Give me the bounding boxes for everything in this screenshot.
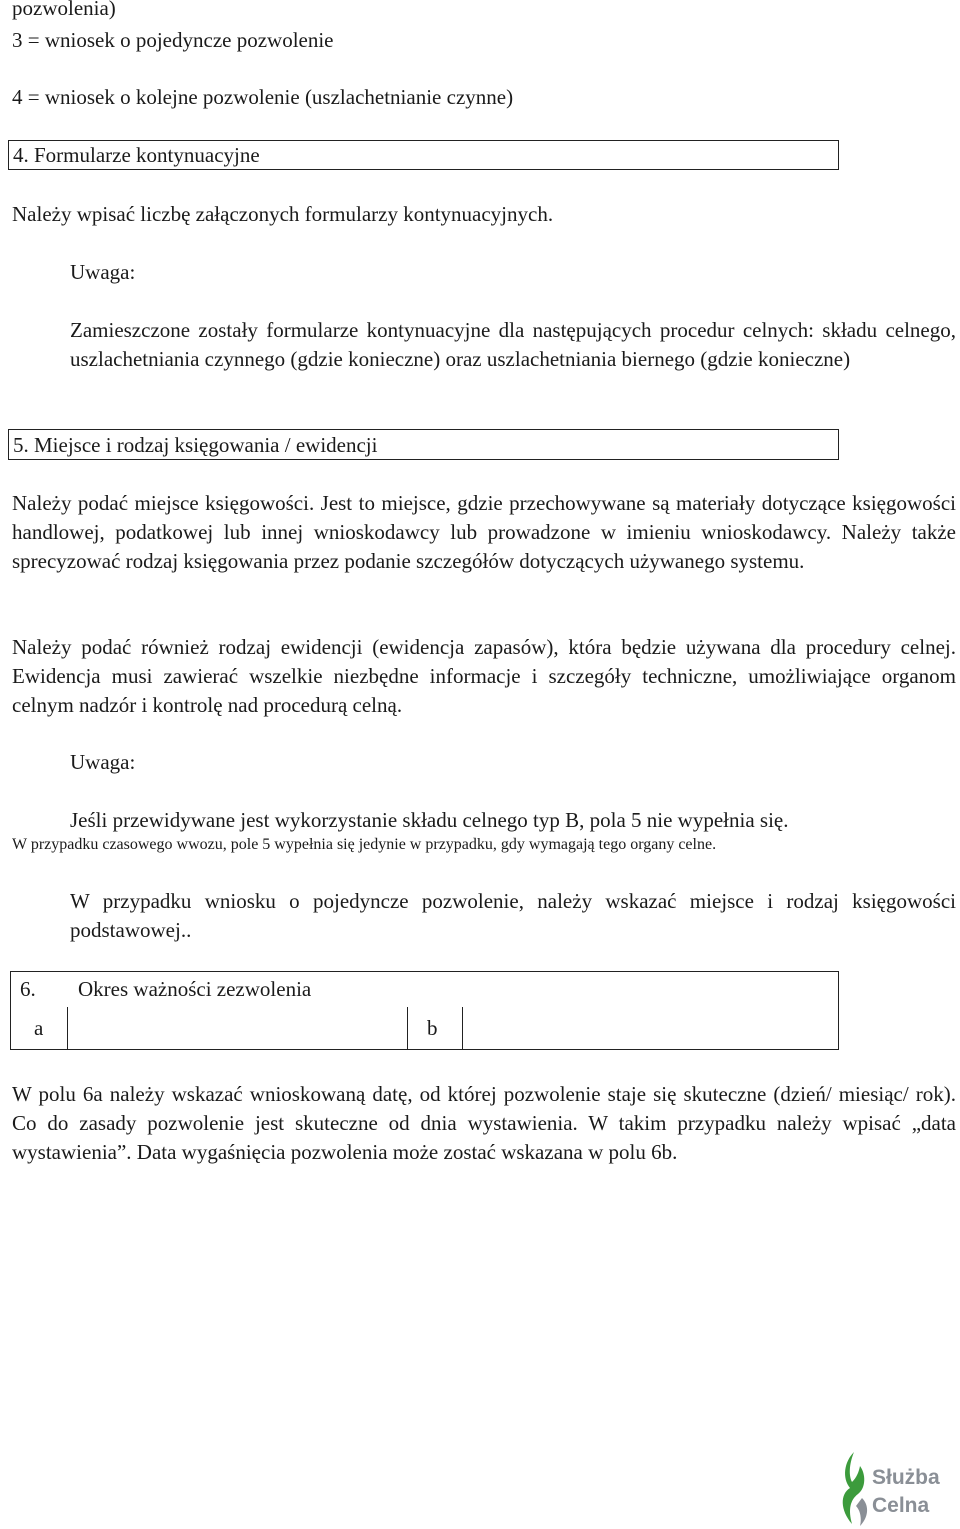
field-6b-value[interactable] xyxy=(463,1008,837,1049)
option-4: 4 = wniosek o kolejne pozwolenie (uszlachetnianie czynne) xyxy=(12,85,514,109)
logo-text-line-2: Celna xyxy=(872,1494,930,1517)
section-4-note-label: Uwaga: xyxy=(70,260,136,284)
section-5-paragraph-1: Należy podać miejsce księgowości. Jest to miejsce, gdzie przechowywane są materiały dotyczące księgowości handlowej, podatkowej lub innej wnioskodawcy lub prowadzone w imieniu wnioskodawcy. Należy także sprecyzować rodzaj księgowania przez podanie szczegółów dotyczących używanego systemu. xyxy=(12,491,956,573)
eagle-emblem-icon xyxy=(836,1448,872,1528)
option-3: 3 = wniosek o pojedyncze pozwolenie xyxy=(12,28,334,52)
logo-text-line-1: Służba xyxy=(872,1466,940,1489)
field-6a-label: a xyxy=(34,1016,44,1040)
section-6-text: W polu 6a należy wskazać wnioskowaną datę, od której pozwolenie staje się skuteczne (dzień/ miesiąc/ rok). Co do zasady pozwolenie jest skuteczne od dnia wystawienia. W takim przypadku należy wpisać „data wystawienia”. Data wygaśnięcia pozwolenia może zostać wskazana w polu 6b. xyxy=(12,1082,956,1164)
field-6b-label: b xyxy=(427,1016,438,1040)
section-5-note-line-2: W przypadku czasowego wwozu, pole 5 wypełnia się jedynie w przypadku, gdy wymagają tego organy celne. xyxy=(12,836,717,853)
section-5-heading-box xyxy=(8,429,839,460)
section-4-heading: 4. Formularze kontynuacyjne xyxy=(13,143,260,167)
section-6-table xyxy=(10,971,839,1050)
section-5-note-label: Uwaga: xyxy=(70,750,136,774)
section-5-paragraph-2: Należy podać również rodzaj ewidencji (ewidencja zapasów), która będzie używana dla procedury celnej. Ewidencja musi zawierać wszelkie niezbędne informacje i szczegóły techniczne, umożliwiające organom celnym nadzór i kontrolę nad procedurą celną. xyxy=(12,635,956,717)
continued-text: pozwolenia) xyxy=(12,0,116,20)
section-4-heading-box xyxy=(8,140,839,170)
sluzba-celna-logo xyxy=(836,1448,956,1528)
section-4-note-text: Zamieszczone zostały formularze kontynuacyjne dla następujących procedur celnych: składu celnego, uszlachetniania czynnego (gdzie konieczne) oraz uszlachetniania biernego (gdzie konieczne) xyxy=(70,318,956,371)
section-5-note-paragraph: W przypadku wniosku o pojedyncze pozwolenie, należy wskazać miejsce i rodzaj księgowości podstawowej.. xyxy=(70,889,956,942)
section-5-heading: 5. Miejsce i rodzaj księgowania / ewidencji xyxy=(13,433,378,457)
section-6-title: Okres ważności zezwolenia xyxy=(78,977,312,1001)
field-6a-value[interactable] xyxy=(68,1008,407,1049)
section-6-number: 6. xyxy=(20,977,36,1001)
field-6b-divider-left xyxy=(407,1007,408,1050)
section-5-note-line-1: Jeśli przewidywane jest wykorzystanie składu celnego typ B, pola 5 nie wypełnia się. xyxy=(70,808,789,832)
section-4-text: Należy wpisać liczbę załączonych formularzy kontynuacyjnych. xyxy=(12,202,554,226)
